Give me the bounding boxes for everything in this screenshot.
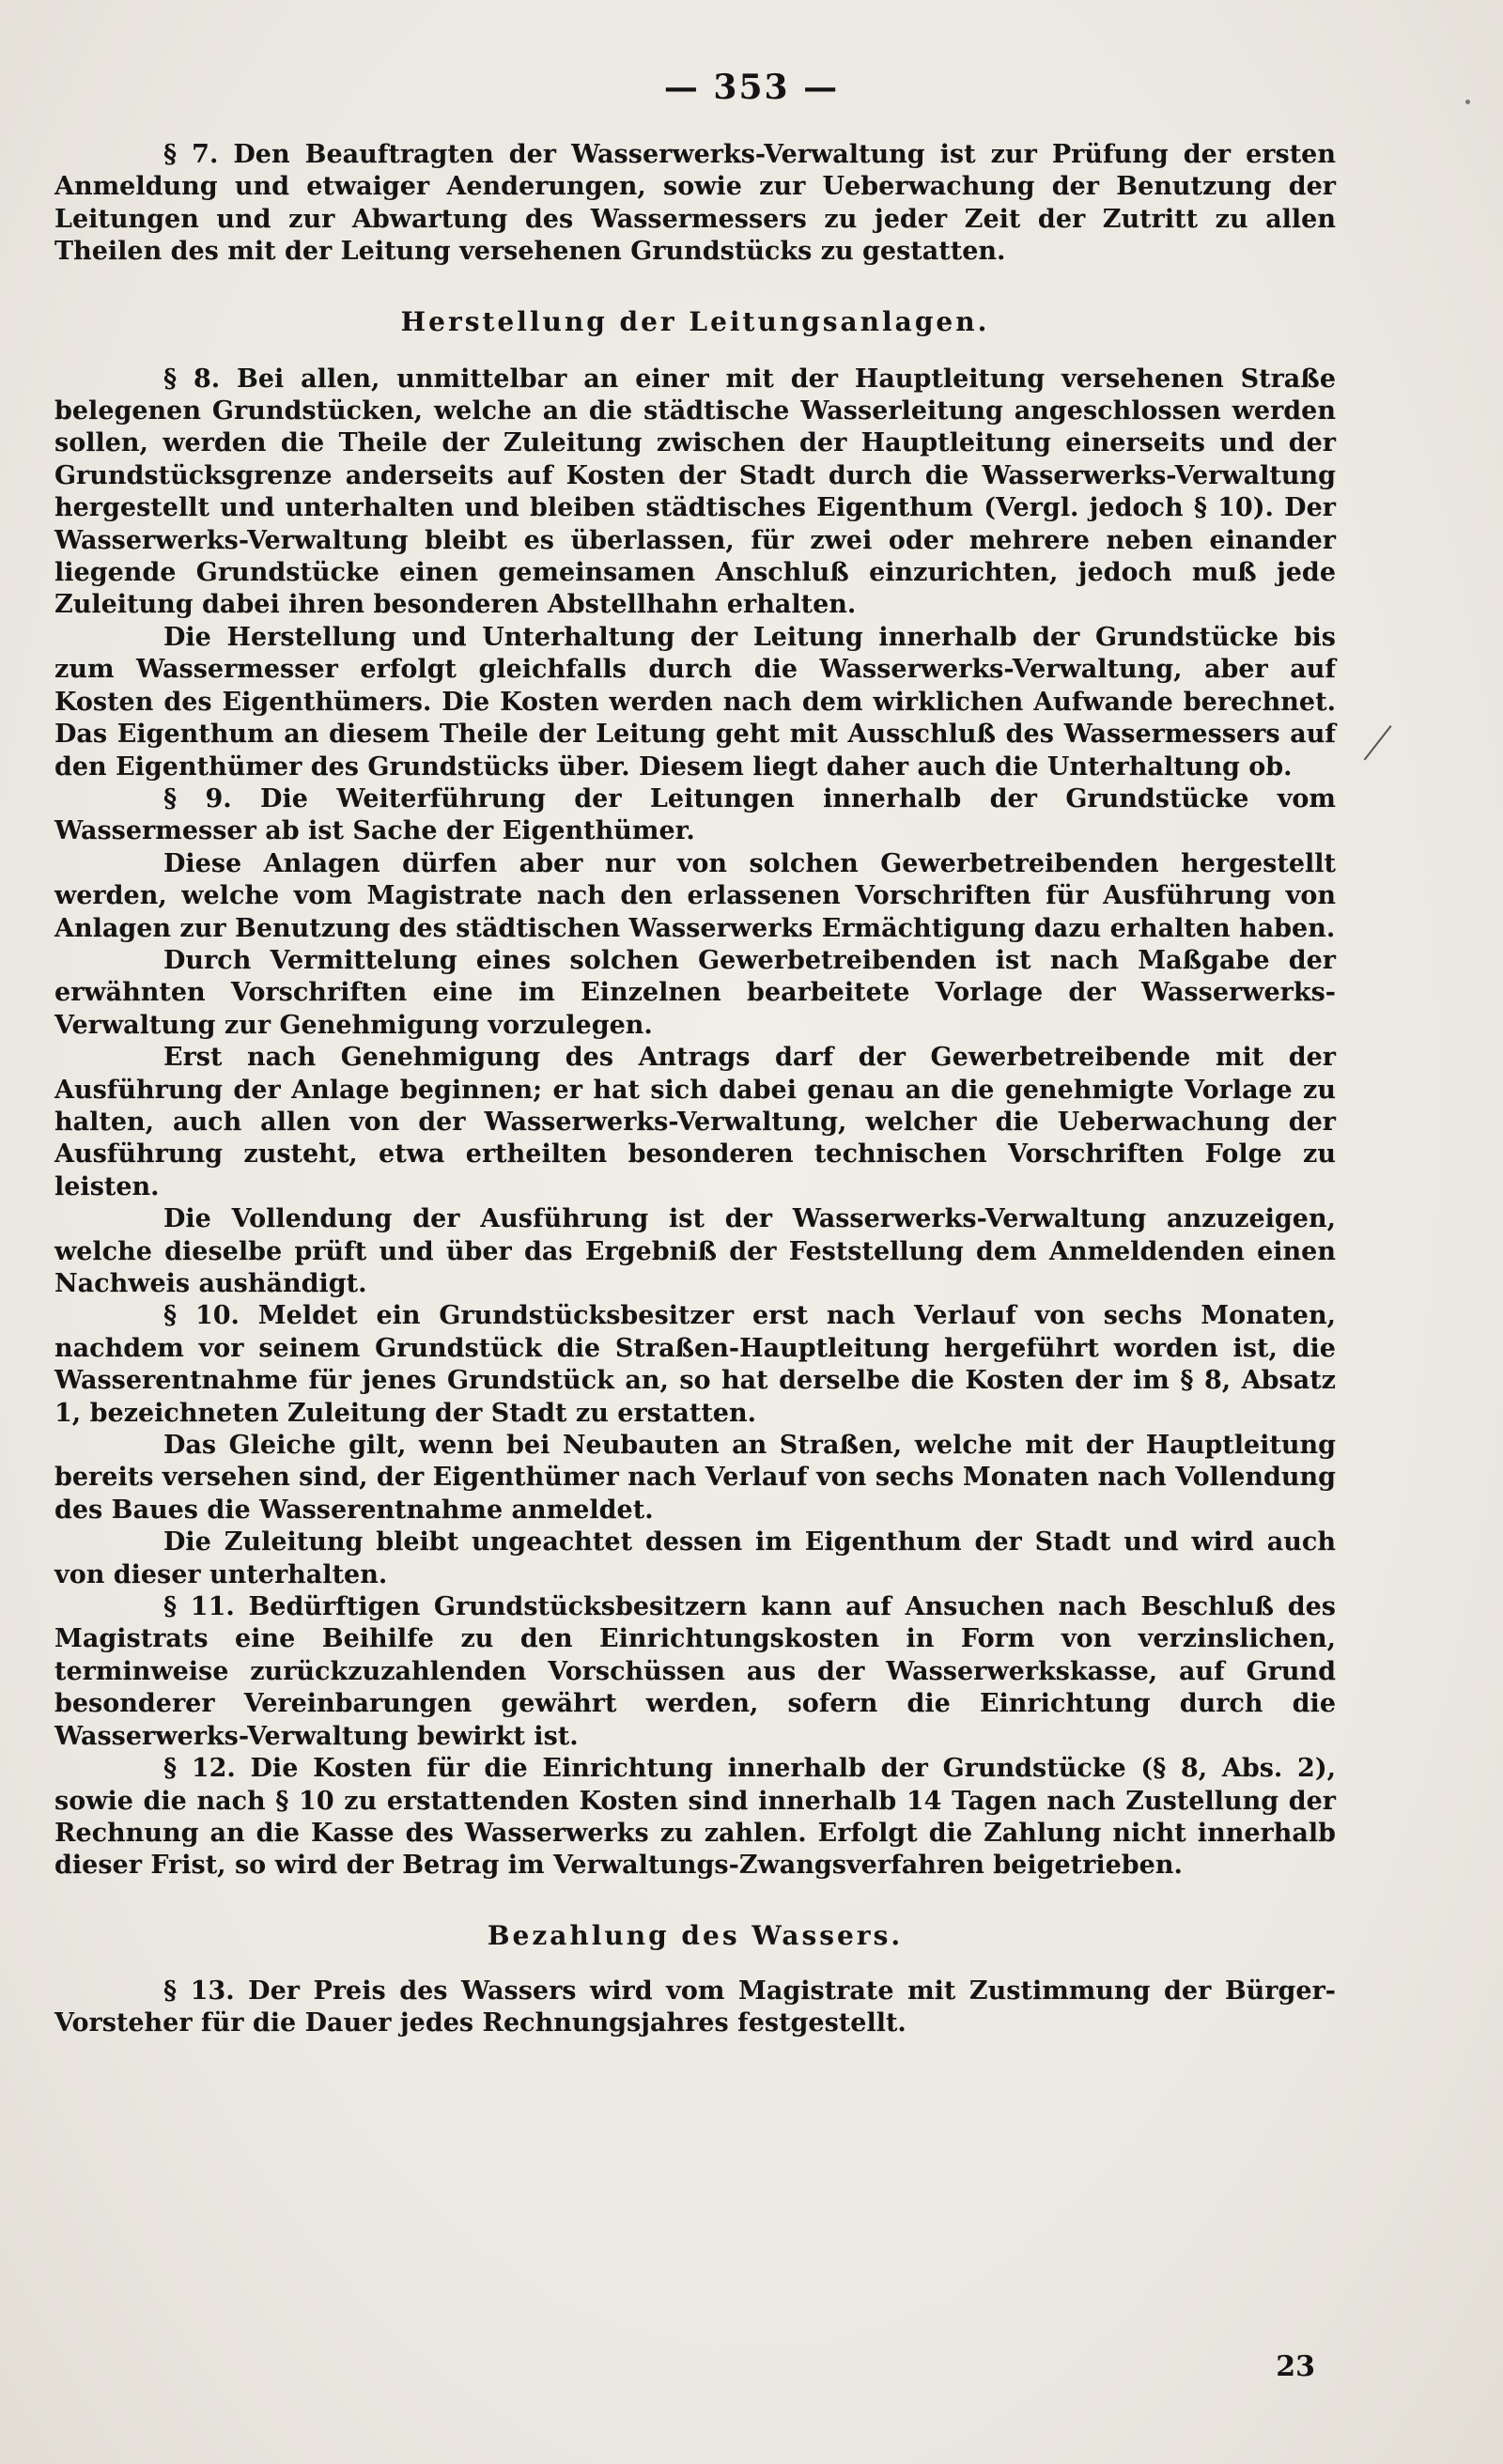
paragraph-section-9-genehmigung: Erst nach Genehmigung des Antrags darf der Gewerbetreibende mit der Ausführung der Anlage beginnen; er hat sich dabei genau an die genehmigte Vorlage zu halten, auch allen von der Wasserwerks-Verwaltung, welcher die Ueberwachung der Ausführung zusteht, etwa ertheilten besonderen technischen Vorschriften Folge zu leisten. xyxy=(54,1043,1336,1201)
margin-dot xyxy=(1465,100,1470,104)
paragraph-section-12: § 12. Die Kosten für die Einrichtung innerhalb der Grundstücke (§ 8, Abs. 2), sowie die nach § 10 zu erstattenden Kosten sind innerhalb 14 Tagen nach Zustellung der Rechnung an die Kasse des Wasserwerks zu zahlen. Erfolgt die Zahlung nicht innerhalb dieser Frist, so wird der Betrag im Verwaltungs-Zwangsverfahren beigetrieben. xyxy=(54,1754,1336,1881)
page-number: — 353 — xyxy=(663,68,840,107)
paragraph-section-9-anlagen: Diese Anlagen dürfen aber nur von solchen Gewerbetreibenden hergestellt werden, welche vom Magistrate nach den erlassenen Vorschriften für Ausführung von Anlagen zur Benutzung des städtischen Wasserwerks Ermächtigung dazu erhalten haben. xyxy=(54,848,1336,943)
sheet-signature-number: 23 xyxy=(1276,2350,1315,2383)
paragraph-section-9: § 9. Die Weiterführung der Leitungen innerhalb der Grundstücke vom Wassermesser ab ist Sache der Eigenthümer. xyxy=(54,783,1336,846)
paragraph-section-11: § 11. Bedürftigen Grundstücksbesitzern kann auf Ansuchen nach Beschluß des Magistrats eine Beihilfe zu den Einrichtungskosten in Form von verzinslichen, terminweise zurückzuzahlenden Vorschüssen aus der Wasserwerkskasse, auf Grund besonderer Vereinbarungen gewährt werden, sofern die Einrichtung durch die Wasserwerks-Verwaltung bewirkt ist. xyxy=(54,1592,1336,1751)
paragraph-section-7: § 7. Den Beauftragten der Wasserwerks-Verwaltung ist zur Prüfung der ersten Anmeldung und etwaiger Aenderungen, sowie zur Ueberwachung der Benutzung der Leitungen und zur Abwartung des Wassermessers zu jeder Zeit der Zutritt zu allen Theilen des mit der Leitung versehenen Grundstücks zu gestatten. xyxy=(54,140,1336,267)
heading-bezahlung: Bezahlung des Wassers. xyxy=(487,1919,904,1951)
paragraph-section-9-vollendung: Die Vollendung der Ausführung ist der Wasserwerks-Verwaltung anzuzeigen, welche dieselbe prüft und über das Ergebniß der Feststellung dem Anmeldenden einen Nachweis aushändigt. xyxy=(54,1204,1336,1298)
heading-herstellung: Herstellung der Leitungsanlagen. xyxy=(400,305,990,337)
paragraph-section-10: § 10. Meldet ein Grundstücksbesitzer erst nach Verlauf von sechs Monaten, nachdem vor seinem Grundstück die Straßen-Hauptleitung hergeführt worden ist, die Wasserentnahme für jenes Grundstück an, so hat derselbe die Kosten der im § 8, Absatz 1, bezeichneten Zuleitung der Stadt zu erstatten. xyxy=(54,1301,1336,1428)
paragraph-section-9-vermittelung: Durch Vermittelung eines solchen Gewerbetreibenden ist nach Maßgabe der erwähnten Vorschriften eine im Einzelnen bearbeitete Vorlage der Wasserwerks-Verwaltung zur Genehmigung vorzulegen. xyxy=(54,945,1336,1040)
paragraph-section-8: § 8. Bei allen, unmittelbar an einer mit der Hauptleitung versehenen Straße belegenen Grundstücken, welche an die städtische Wasserleitung angeschlossen werden sollen, werden die Theile der Zuleitung zwischen der Hauptleitung einerseits und der Grundstücksgrenze anderseits auf Kosten der Stadt durch die Wasserwerks-Verwaltung hergestellt und unterhalten und bleiben städtisches Eigenthum (Vergl. jedoch § 10). Der Wasserwerks-Verwaltung bleibt es überlassen, für zwei oder mehrere neben einander liegende Grundstücke einen gemeinsamen Anschluß einzurichten, jedoch muß jede Zuleitung dabei ihren besonderen Abstellhahn erhalten. xyxy=(54,364,1336,620)
page-body xyxy=(54,139,1336,2040)
paragraph-section-10-neubauten: Das Gleiche gilt, wenn bei Neubauten an Straßen, welche mit der Hauptleitung bereits versehen sind, der Eigenthümer nach Verlauf von sechs Monaten nach Vollendung des Baues die Wasserentnahme anmeldet. xyxy=(54,1431,1336,1525)
paragraph-section-8-cont: Die Herstellung und Unterhaltung der Leitung innerhalb der Grundstücke bis zum Wassermesser erfolgt gleichfalls durch die Wasserwerks-Verwaltung, aber auf Kosten des Eigenthümers. Die Kosten werden nach dem wirklichen Aufwande berechnet. Das Eigenthum an diesem Theile der Leitung geht mit Ausschluß des Wassermessers auf den Eigenthümer des Grundstücks über. Diesem liegt daher auch die Unterhaltung ob. xyxy=(54,622,1336,782)
margin-pencil-mark xyxy=(1364,725,1392,760)
paragraph-section-10-eigenthum: Die Zuleitung bleibt ungeachtet dessen im Eigenthum der Stadt und wird auch von dieser unterhalten. xyxy=(54,1527,1336,1589)
paragraph-section-13: § 13. Der Preis des Wassers wird vom Magistrate mit Zustimmung der Bürger-Vorsteher für die Dauer jedes Rechnungsjahres festgestellt. xyxy=(54,1976,1336,2038)
